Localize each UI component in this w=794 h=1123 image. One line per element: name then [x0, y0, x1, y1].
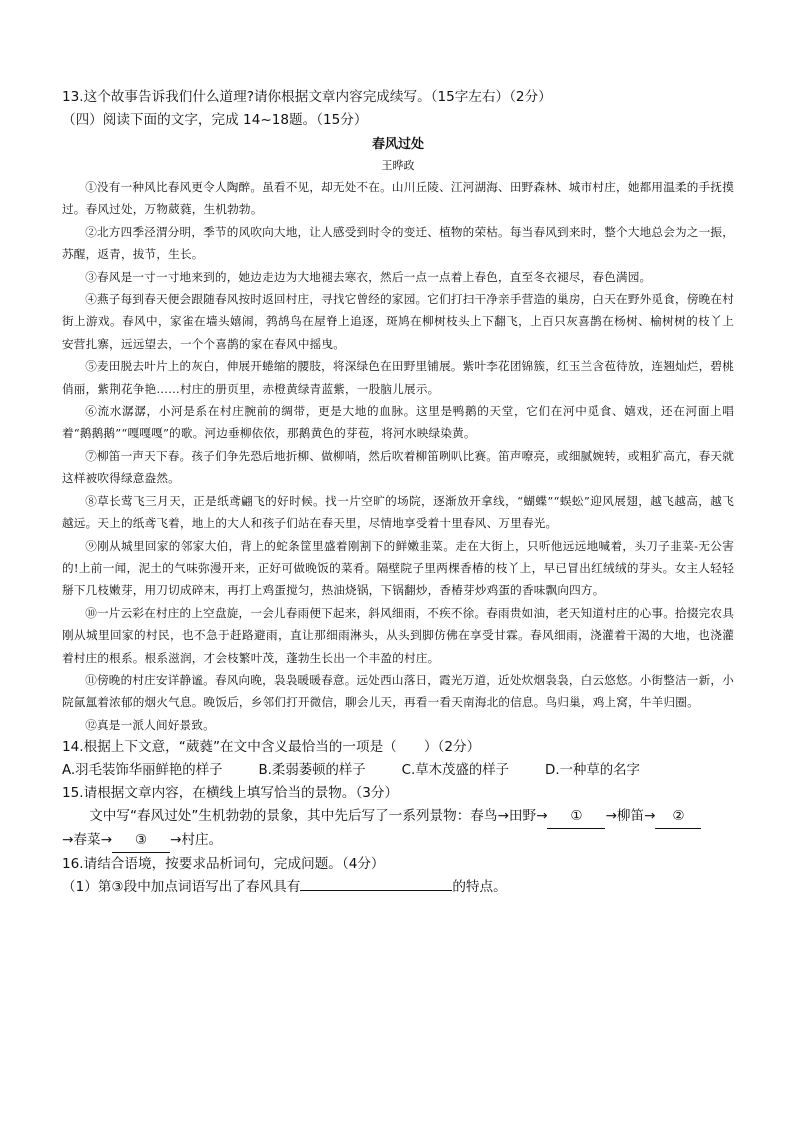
blank-16-1[interactable] — [300, 890, 452, 891]
paragraph-12: ⑫真是一派人间好景致。 — [85, 717, 215, 732]
paragraph-11: ⑪傍晚的村庄安详静谧。春风向晚，袅袅暖暖春意。远处西山落日，霞光万道，近处炊烟袅袅，白云悠悠。小街整洁一新，小院氤氲着浓郁的烟火气息。晚饭后，乡邻们打开微信，聊会儿天，再看一看天南海北的信息。鸟归巢，鸡上窝，牛羊归圈。 — [62, 672, 734, 710]
article-title: 春风过处 — [371, 137, 424, 152]
blank-1[interactable]: ① — [547, 805, 605, 829]
blank-2[interactable]: ② — [655, 805, 701, 829]
q16-sub1-pre: （1）第③段中加点词语写出了春风具有 — [62, 879, 301, 896]
question-16-stem: 16.请结合语境，按要求品析词句，完成问题。（4分） — [62, 856, 385, 873]
q15-line2-start: →春菜→ — [62, 832, 112, 849]
question-15-stem: 15.请根据文章内容，在横线上填写恰当的景物。（3分） — [62, 785, 399, 802]
paragraph-5: ⑤麦田脱去叶片上的灰白，伸展开蜷缩的腰肢，将深绿色在田野里铺展。紫叶李花团锦簇，红玉兰含苞待放，连翘灿烂，碧桃俏丽，紫荆花争艳……村庄的册页里，赤橙黄绿青蓝紫，一股脑儿展示。 — [62, 359, 734, 396]
option-b[interactable]: B.柔弱萎顿的样子 — [258, 763, 366, 779]
paragraph-6: ⑥流水潺潺，小河是系在村庄腕前的绸带，更是大地的血脉。这里是鸭鹅的天堂，它们在河中觅食、嬉戏，还在河面上唱着“鹅鹅鹅”“嘎嘎嘎”的歌。河边垂柳依依，那鹅黄色的芽苞，将河水映绿染黄。 — [62, 404, 734, 441]
question-15-line-1 — [62, 805, 734, 829]
q16-sub1-post: 的特点。 — [452, 879, 507, 896]
paragraph-10: ⑩一片云彩在村庄的上空盘旋，一会儿春雨便下起来，斜风细雨，不疾不徐。春雨贵如油，老天知道村庄的心事。拾掇完农具刚从城里回家的村民，也不急于赶路避雨，直让那细雨淋头，从头到脚仿佛在享受甘霖。春风细雨，浇灌着干渴的大地，也浇灌着村庄的根系。根系滋润，才会枝繁叶茂，蓬勃生长出一个丰盈的村庄。 — [62, 605, 734, 665]
q15-line1-text: 文中写“春风过处”生机勃勃的景象，其中先后写了一系列景物：春鸟→田野→ — [89, 808, 548, 825]
paragraph-1: ①没有一种风比春风更令人陶醉。虽看不见，却无处不在。山川丘陵、江河湖海、田野森林、城市村庄，她都用温柔的手抚摸过。春风过处，万物葳蕤，生机勃勃。 — [62, 180, 734, 217]
paragraph-2: ②北方四季泾渭分明，季节的风吹向大地，让人感受到时令的变迁、植物的荣枯。每当春风到来时，整个大地总会为之一振，苏醒，返青，拔节，生长。 — [62, 224, 734, 262]
paragraph-9: ⑨刚从城里回家的邻家大伯，背上的蛇条筐里盛着刚割下的鲜嫩韭菜。走在大街上，只听他远远地喊着，头刀子韭菜-无公害的!上前一闻，泥土的气味弥漫开来，正好可做晚饭的菜肴。隔壁院子里两棵香椿的枝丫上，早已冒出红绒绒的芽头。女主人轻轻掰下几枝嫩芽，用刀切成碎末，再打上鸡蛋搅匀，热油烧锅，下锅翻炒，香椿芽炒鸡蛋的香味飘向四方。 — [62, 538, 734, 598]
paragraph-7: ⑦柳笛一声天下春。孩子们争先恐后地折柳、做柳哨，然后吹着柳笛咧叭比赛。笛声嘹亮，或细腻婉转，或粗犷高亢，春天就这样被吹得绿意盎然。 — [62, 448, 734, 486]
section-4-heading: （四）阅读下面的文字，完成 14~18题。（15分） — [62, 112, 368, 128]
question-16-sub-1 — [62, 876, 734, 899]
blank-3[interactable]: ③ — [112, 829, 170, 853]
exam-page — [62, 86, 734, 899]
paragraph-3: ③春风是一寸一寸地来到的，她边走边为大地褪去寒衣，然后一点一点着上春色，直至冬衣褪尽，春色满园。 — [85, 269, 652, 284]
question-14-stem: 14.根据上下文意，“葳蕤”在文中含义最恰当的一项是（ ）（2分） — [62, 739, 481, 756]
question-13: 13.这个故事告诉我们什么道理?请你根据文章内容完成续写。（15字左右）（2分） — [62, 89, 552, 105]
paragraph-8: ⑧草长莺飞三月天，正是纸鸢翩飞的好时候。找一片空旷的场院，逐渐放开拿线，“蝴蝶”“蜈蚣”迎风展翅，越飞越高，越飞越远。天上的纸鸢飞着，地上的大人和孩子们站在春天里，尽情地享受着十里春风、万里春光。 — [62, 493, 734, 531]
paragraph-4: ④燕子每到春天便会跟随春风按时返回村庄，寻找它曾经的家园。它们打扫干净亲手营造的巢房，白天在野外觅食，傍晚在村街上游戏。春风中，家雀在墙头嬉闹，鹁鸪鸟在屋脊上追逐，斑鸠在柳树枝头上下翻飞，上百只灰喜鹊在杨树、榆树树的枝丫上安营扎寨，远远望去，一个个喜鹊的家在春风中摇曳。 — [62, 292, 734, 351]
article-author: 王晔政 — [381, 159, 415, 172]
question-14-options — [62, 759, 734, 782]
q15-line2-end: →村庄。 — [169, 832, 223, 849]
article-body — [62, 176, 734, 736]
q15-mid-text: →柳笛→ — [605, 808, 656, 825]
question-15-line-2 — [62, 829, 734, 853]
option-d[interactable]: D.一种草的名字 — [545, 763, 640, 779]
option-a[interactable]: A.羽毛装饰华丽鲜艳的样子 — [62, 763, 223, 779]
option-c[interactable]: C.草木茂盛的样子 — [401, 763, 510, 779]
